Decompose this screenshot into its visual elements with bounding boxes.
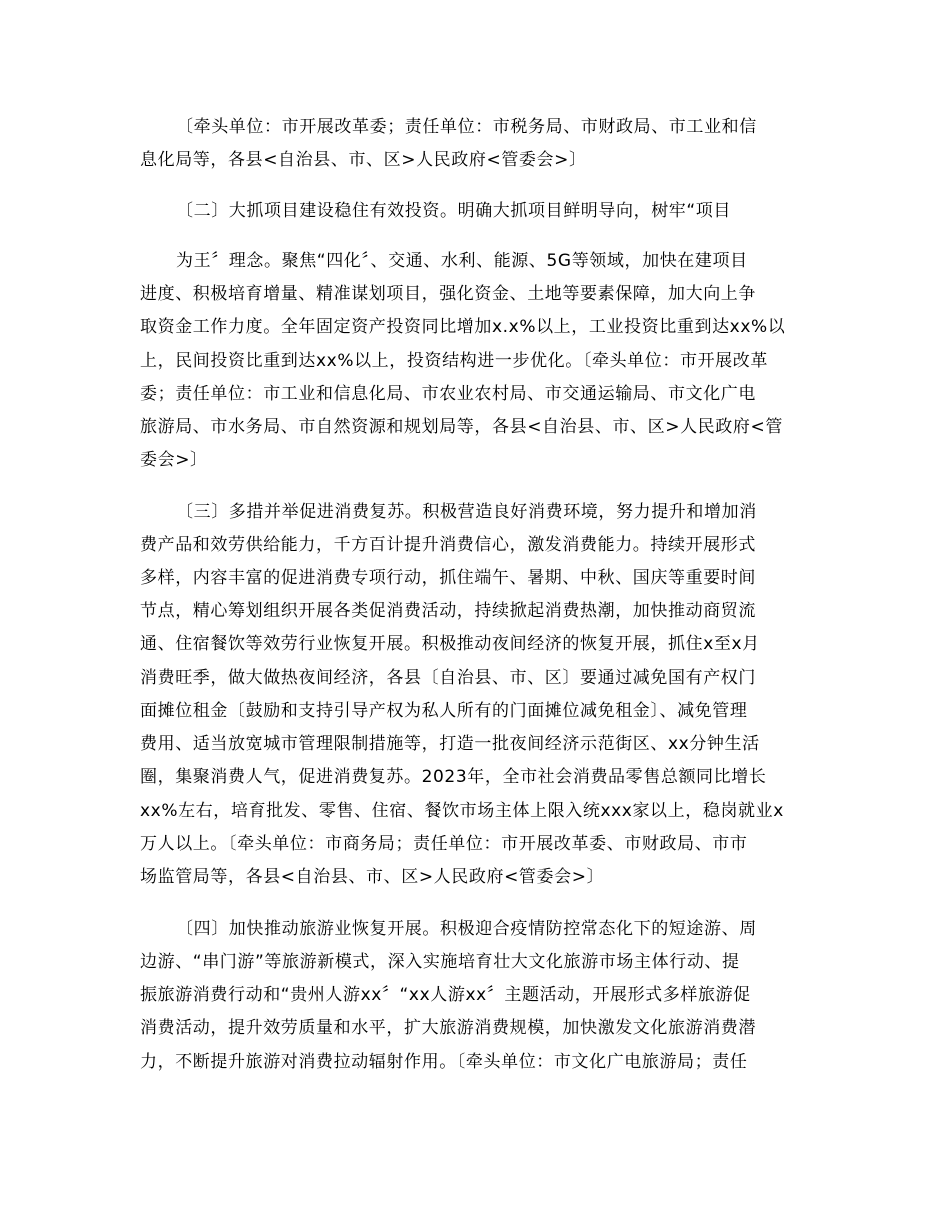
text-line: 消费活动，提升效劳质量和水平，扩大旅游消费规模，加快激发文化旅游消费潜 <box>140 1018 756 1038</box>
text-line: 委会>〕 <box>140 450 208 470</box>
text-line: 取资金工作力度。全年固定资产投资同比增加x.x%以上，工业投资比重到达xx%以 <box>140 317 786 337</box>
text-line: 面摊位租金〔鼓励和支持引导产权为私人所有的门面摊位减免租金〕、减免管理 <box>140 701 748 721</box>
text-line: 边游、“串门游”等旅游新模式，深入实施培育壮大文化旅游市场主体行动、提 <box>140 952 740 972</box>
text-line: 费用、适当放宽城市管理限制措施等，打造一批夜间经济示范街区、xx分钟生活 <box>140 734 760 754</box>
text-line: 进度、积极培育增量、精准谋划项目，强化资金、土地等要素保障，加大向上争 <box>140 284 756 304</box>
text-line: 力，不断提升旅游对消费拉动辐射作用。〔牵头单位：市文化广电旅游局；责任 <box>140 1052 748 1072</box>
text-line: 费产品和效劳供给能力，千方百计提升消费信心，激发消费能力。持续开展形式 <box>140 535 756 555</box>
text-line: 息化局等，各县<自治县、市、区>人民政府<管委会>〕 <box>140 150 587 170</box>
text-line: 委；责任单位：市工业和信息化局、市农业农村局、市交通运输局、市文化广电 <box>140 384 756 404</box>
text-line: 消费旺季，做大做热夜间经济，各县〔自治县、市、区〕要通过减免国有产权门 <box>140 668 756 688</box>
text-line: 上，民间投资比重到达xx%以上，投资结构进一步优化。〔牵头单位：市开展改革 <box>140 351 768 371</box>
text-line: 场监管局等，各县<自治县、市、区>人民政府<管委会>〕 <box>140 867 605 887</box>
text-line: 万人以上。〔牵头单位：市商务局；责任单位：市开展改革委、市财政局、市市 <box>140 834 748 854</box>
text-line: 〔牵头单位：市开展改革委；责任单位：市税务局、市财政局、市工业和信 <box>176 117 757 137</box>
text-line: 〔三〕多措并举促进消费复苏。积极营造良好消费环境，努力提升和增加消 <box>176 502 757 522</box>
text-line: 〔四〕加快推动旅游业恢复开展。积极迎合疫情防控常态化下的短途游、周 <box>176 919 757 939</box>
text-line: 节点，精心筹划组织开展各类促消费活动，持续掀起消费热潮，加快推动商贸流 <box>140 601 756 621</box>
text-line: 多样，内容丰富的促进消费专项行动，抓住端午、暑期、中秋、国庆等重要时间 <box>140 568 756 588</box>
text-line: 为王〞理念。聚焦“四化〞、交通、水利、能源、5G等领域，加快在建项目 <box>176 251 748 271</box>
text-line: 〔二〕大抓项目建设稳住有效投资。明确大抓项目鲜明导向，树牢“项目 <box>176 201 732 221</box>
text-line: 通、住宿餐饮等效劳行业恢复开展。积极推动夜间经济的恢复开展，抓住x至x月 <box>140 634 760 654</box>
text-line: 圈，集聚消费人气，促进消费复苏。2023年，全市社会消费品零售总额同比增长 <box>140 767 767 787</box>
text-line: xx%左右，培育批发、零售、住宿、餐饮市场主体上限入统xxx家以上，稳岗就业x <box>140 801 784 821</box>
text-line: 振旅游消费行动和“贵州人游xx〞“xx人游xx〞主题活动，开展形式多样旅游促 <box>140 985 751 1005</box>
text-line: 旅游局、市水务局、市自然资源和规划局等，各县<自治县、市、区>人民政府<管 <box>140 417 783 437</box>
